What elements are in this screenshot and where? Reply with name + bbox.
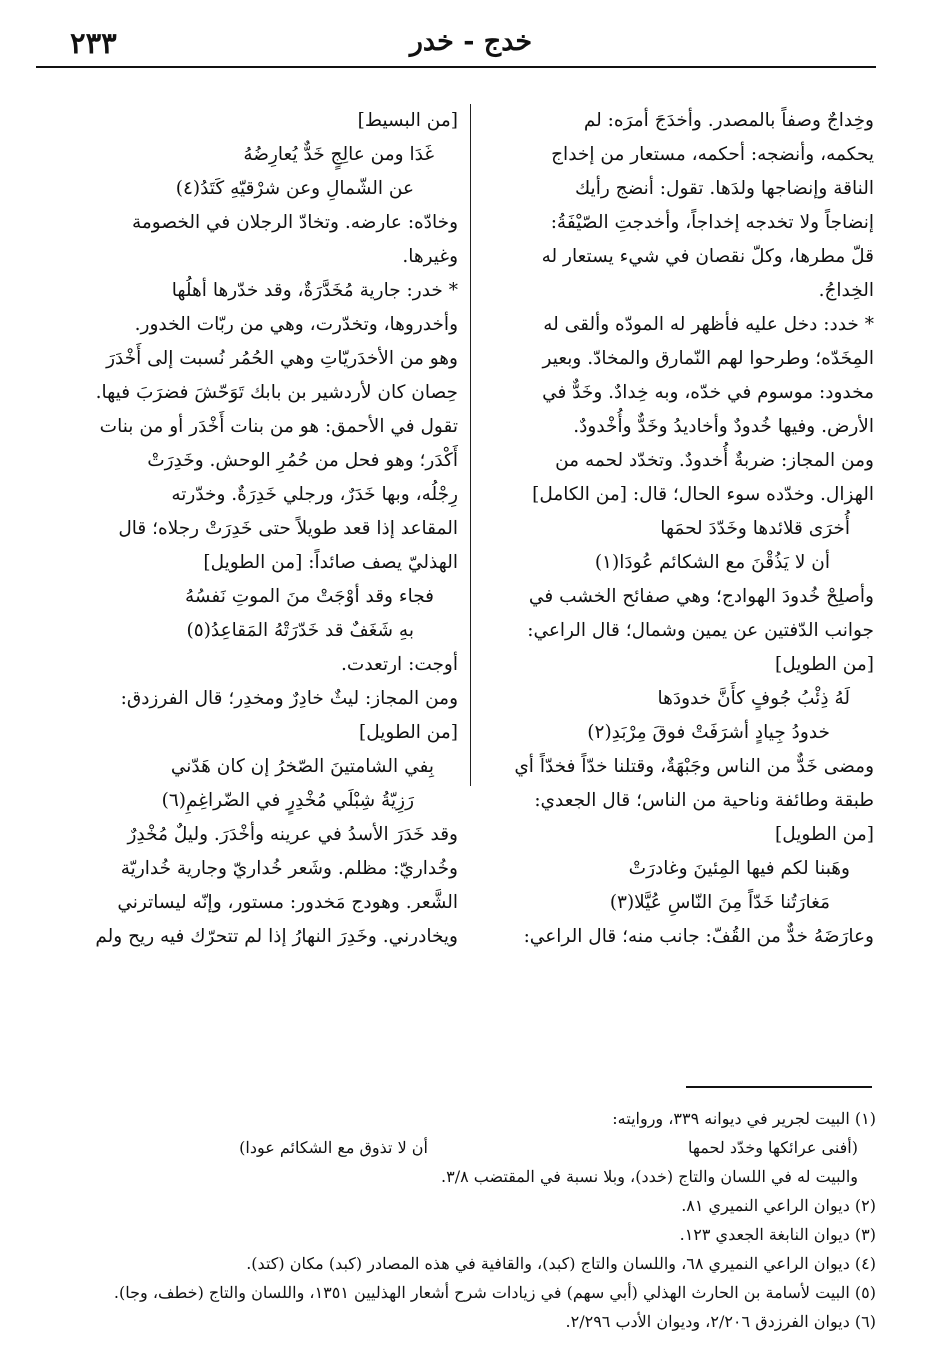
- text-line: وخُداريّ: مظلم. وشَعر خُداريّ وجارية خُداريّة: [120, 858, 458, 879]
- verse-line: أُخرَى قلائدها وخَدّدَ لحمَها: [660, 518, 850, 539]
- left-column: [66, 104, 458, 947]
- meter-label: [من الطويل]: [359, 722, 458, 743]
- text-line: ويخادرني. وخَدِرَ النهارُ إذا لم تتحرّك فيه ريح ولم: [95, 926, 458, 947]
- footnote-1-note: والبيت له في اللسان والتاج (خدد)، وبلا نسبة في المقتضب ٣/٨.: [441, 1167, 858, 1186]
- text-line: وغيرها.: [402, 246, 458, 267]
- text-line: وخادّه: عارضه. وتخادّ الرجلان في الخصومة: [131, 212, 458, 233]
- text-line: وأصلِحْ خُدودَ الهوادج؛ وهي صفائح الخشب في: [528, 586, 874, 607]
- verse-line: خدودُ جِيادٍ أشرَفَتْ فوقَ مِرْبَدِ(٢): [587, 722, 830, 743]
- column-divider: [470, 104, 471, 786]
- right-column: [482, 104, 874, 947]
- text-line: ومن المجاز: ضربةٌ أُخدودٌ. وتخدّد لحمه من: [555, 450, 874, 471]
- text-line: أوجت: ارتعدت.: [341, 654, 458, 675]
- text-line: تقول في الأحمق: هو من بنات أَخْدَر أو من بنات: [99, 416, 458, 437]
- meter-label: [من الطويل]: [775, 824, 874, 845]
- text-line: قلّ مطرها، وكلّ نقصان في شيء يستعار له: [541, 246, 874, 267]
- meter-label: [من الطويل]: [775, 654, 874, 675]
- text-line: المِخَدّه؛ وطرحوا لهم النّمارق والمخادّ. وبعير: [542, 348, 874, 369]
- footnote-separator: [686, 1086, 872, 1088]
- text-line: حِصان كان لأردشير بن بابك تَوَحّشَ فضرَبَ فيها.: [95, 382, 458, 403]
- text-line: جوانب الدّفتين عن يمين وشمال؛ قال الراعي:: [527, 620, 874, 641]
- text-line: الهذليّ يصف صائداً: [من الطويل]: [203, 552, 458, 573]
- text-line: ومن المجاز: ليثٌ خادِرٌ ومخدِر؛ قال الفرزدق:: [120, 688, 458, 709]
- text-line: أَكْدَر؛ وهو فحل من حُمُرِ الوحش. وخَدِرَتْ: [147, 450, 458, 471]
- footnote-6: (٦) ديوان الفرزدق ٢/٢٠٦، وديوان الأدب ٢/٢٩٦.: [565, 1312, 876, 1331]
- footnote-1: (١) البيت لجرير في ديوانه ٣٣٩، وروايته:: [612, 1109, 876, 1128]
- text-line: وهو من الأخدَريّاتِ وهي الحُمُر نُسبت إلى أَخْدَرَ: [106, 348, 458, 369]
- text-line: يحكمه، وأنضجه: أحكمه، مستعار من إخداج: [551, 144, 874, 165]
- text-line: الخِداجُ.: [818, 280, 874, 301]
- header-rule: [36, 66, 876, 68]
- footnote-5: (٥) البيت لأسامة بن الحارث الهذلي (أبي سهم) في زيادات شرح أشعار الهذليين ١٣٥١، واللسان والتاج (خطف، وجا).: [113, 1283, 876, 1302]
- page-number: ٢٣٣: [70, 26, 117, 60]
- text-line: مخدود: موسوم في خدّه، وبه خِدادٌ. وخَدٌّ في: [542, 382, 874, 403]
- text-line: ومضى خَدٌّ من الناس وجَبْهَةٌ، وقتلنا خدّاً فخدّاً أي: [514, 756, 874, 777]
- verse-line: فجاء وقد أوْجَتْ منَ الموتِ نَفسُهُ: [184, 586, 434, 607]
- verse-line: مَغارَتُنا خَدّاً مِنَ النّاسِ عُيَّلا(٣): [609, 892, 830, 913]
- text-line: الشَّعر. وهودج مَخدور: مستور، وإنّه ليساترني: [117, 892, 458, 913]
- footnote-1-verse-first-hemistich: (أفنى عرائكها وخدّد لحمها: [688, 1138, 858, 1157]
- text-line: وعارَضَهُ خدٌّ من القُفّ: جانب منه؛ قال الراعي:: [523, 926, 874, 947]
- verse-line: لَهُ ذِئْبُ جُوفٍ كأَنَّ خدودَها: [657, 688, 850, 709]
- verse-line: رَزِيّةُ شِبْلَي مُخْدِرٍ في الضّراغِمِ(٦): [161, 790, 414, 811]
- text-line: رِجْلُه، وبها خَدَرٌ، ورجلي خَدِرَةٌ. وخدّرته: [171, 484, 458, 505]
- text-line: * خدد: دخل عليه فأظهر له المودّه وألقى له: [543, 314, 874, 335]
- verse-line: بهِ شَغَفٌ قد خَدّرَتْهُ المَقاعِدُ(٥): [186, 620, 414, 641]
- meter-label: [من البسيط]: [357, 110, 458, 131]
- text-line: الأرض. وفيها خُدودٌ وأخاديدُ وخَدٌّ وأُخْدودٌ.: [573, 416, 874, 437]
- verse-line: بِفي الشامتينَ الصّخرُ إن كان هَدّني: [170, 756, 434, 777]
- text-line: * خدر: جارية مُخَدَّرَةٌ، وقد خدّرها أهلُها: [171, 280, 458, 301]
- text-line: وأخدروها، وتخدّرت، وهي من ربّات الخدور.: [134, 314, 458, 335]
- running-head: خدج - خدر: [409, 26, 533, 57]
- text-line: الهزال. وخدّده سوء الحال؛ قال: [من الكامل]: [532, 484, 874, 505]
- text-line: وخِداجٌ وصفاً بالمصدر. وأخدَجَ أمرَه: لم: [583, 110, 874, 131]
- footnote-2: (٢) ديوان الراعي النميري ٨١.: [681, 1196, 876, 1215]
- footnote-1-verse-second-hemistich: أن لا تذوق مع الشكائم عودا): [239, 1138, 428, 1157]
- verse-line: غَدَا ومن عالِجٍ خَدٌّ يُعارِضُهُ: [243, 144, 434, 165]
- text-line: طبقة وطائفة وناحية من الناس؛ قال الجعدي:: [534, 790, 874, 811]
- verse-line: عن الشّمالِ وعن شرْقيّهِ كَتَدُ(٤): [175, 178, 414, 199]
- text-line: الناقة وإنضاجها ولدَها. تقول: أنضج رأيك: [574, 178, 874, 199]
- footnotes: [56, 1104, 876, 1336]
- footnote-4: (٤) ديوان الراعي النميري ٦٨، واللسان والتاج (كبد)، والقافية في هذه المصادر (كبد) مكان (كتد).: [246, 1254, 876, 1273]
- text-line: وقد خَدَرَ الأسدُ في عرينه وأخْدَرَ. وليلٌ مُخْدِرٌ: [127, 824, 458, 845]
- footnote-3: (٣) ديوان النابغة الجعدي ١٢٣.: [679, 1225, 876, 1244]
- verse-line: أن لا يَذُقْنَ مع الشكائم عُودَا(١): [594, 552, 830, 573]
- text-line: المقاعد إذا قعد طويلاً حتى خَدِرَتْ رجلاه؛ قال: [118, 518, 458, 539]
- footnote-1-verse: [56, 1133, 876, 1162]
- text-line: إنضاجاً ولا تخدجه إخداجاً، وأخدجتِ الصّيْفَةُ:: [550, 212, 874, 233]
- verse-line: وهَبنا لكم فيها المِئينَ وغادرَتْ: [628, 858, 850, 879]
